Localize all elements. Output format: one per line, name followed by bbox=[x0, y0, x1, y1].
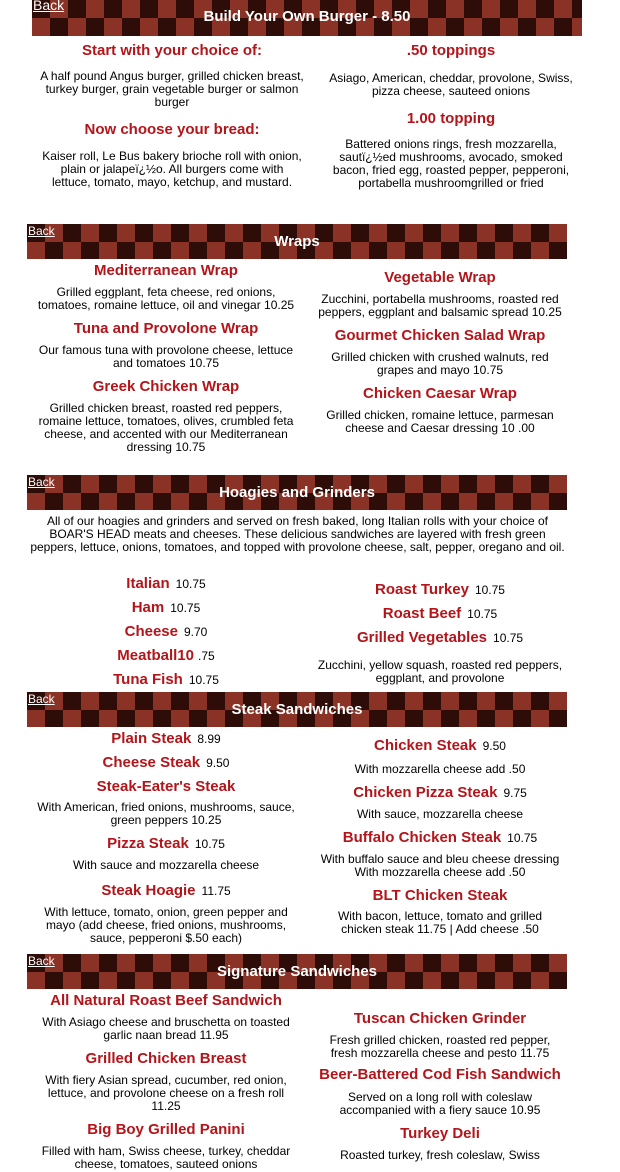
menu-item-name: Tuna and Provolone Wrap bbox=[73, 320, 259, 337]
steak-right bbox=[316, 737, 564, 936]
toppings-100-heading: 1.00 topping bbox=[406, 110, 496, 127]
menu-item-price: 9.50 bbox=[206, 756, 230, 770]
menu-item-desc: Grilled chicken with crushed walnuts, red grapes and mayo 10.75 bbox=[331, 350, 549, 377]
signature-banner bbox=[27, 954, 567, 989]
menu-item-name: Greek Chicken Wrap bbox=[92, 378, 240, 395]
menu-item-name: Chicken Pizza Steak bbox=[353, 784, 498, 801]
hoagies-left bbox=[36, 575, 296, 695]
hoagies-banner bbox=[27, 475, 567, 510]
menu-item-name: Cheese Steak bbox=[102, 754, 201, 771]
menu-item-price: 10.75 bbox=[194, 837, 225, 851]
menu-item-desc: With American, fried onions, mushrooms, sauce, green peppers 10.25 bbox=[37, 800, 295, 827]
menu-item-price: 10.75 bbox=[467, 607, 498, 621]
menu-item bbox=[36, 754, 296, 778]
menu-item-price: 9.75 bbox=[503, 786, 527, 800]
menu-item-name: Grilled Chicken Breast bbox=[85, 1050, 247, 1067]
menu-item-name: Tuna Fish bbox=[113, 671, 183, 688]
menu-item bbox=[316, 829, 564, 853]
burger-bread-heading: Now choose your bread: bbox=[84, 121, 260, 138]
back-link[interactable]: Back bbox=[28, 224, 55, 238]
menu-item-name: Meatball10 bbox=[117, 647, 194, 664]
menu-item-name: Mediterranean Wrap bbox=[94, 262, 238, 279]
burger-start-desc: A half pound Angus burger, grilled chicken breast, turkey burger, grain vegetable burger or salmon burger bbox=[40, 69, 304, 109]
menu-item-desc: With mozzarella cheese add .50 bbox=[354, 762, 526, 776]
section-title-hoagies: Hoagies and Grinders bbox=[219, 484, 375, 501]
menu-item bbox=[36, 882, 296, 906]
menu-item-price: 10.75 bbox=[507, 831, 538, 845]
back-link[interactable]: Back bbox=[28, 954, 55, 968]
menu-item bbox=[36, 599, 296, 623]
menu-item-name: Chicken Caesar Wrap bbox=[363, 385, 517, 402]
menu-item-desc: With fiery Asian spread, cucumber, red onion, lettuce, and provolone cheese on a fresh roll 11.25 bbox=[45, 1073, 287, 1113]
menu-item-name: BLT Chicken Steak bbox=[372, 887, 508, 904]
back-link[interactable]: Back bbox=[28, 692, 55, 706]
menu-item-desc: Zucchini, portabella mushrooms, roasted red peppers, eggplant and balsamic spread 10.25 bbox=[318, 292, 562, 319]
toppings-50-heading: .50 toppings bbox=[406, 42, 496, 59]
menu-item bbox=[316, 605, 564, 629]
menu-item-name: Grilled Vegetables bbox=[356, 629, 488, 646]
menu-item bbox=[36, 623, 296, 647]
back-link[interactable]: Back bbox=[28, 475, 55, 489]
menu-item bbox=[36, 575, 296, 599]
section-title-signature: Signature Sandwiches bbox=[216, 963, 378, 980]
menu-item bbox=[316, 581, 564, 605]
menu-item bbox=[316, 784, 564, 808]
menu-item-name: Vegetable Wrap bbox=[384, 269, 496, 286]
menu-item-desc: Grilled chicken, romaine lettuce, parmesan cheese and Caesar dressing 10 .00 bbox=[326, 408, 554, 435]
wraps-left bbox=[36, 262, 296, 454]
menu-item-name: Plain Steak bbox=[111, 730, 192, 747]
menu-item-name: Pizza Steak bbox=[107, 835, 189, 852]
wraps-right bbox=[316, 269, 564, 435]
menu-item bbox=[36, 835, 296, 859]
menu-item-name: Italian bbox=[126, 575, 170, 592]
toppings-50-desc: Asiago, American, cheddar, provolone, Swiss, pizza cheese, sauteed onions bbox=[329, 71, 573, 98]
menu-item-price: 8.99 bbox=[197, 732, 221, 746]
menu-item-name: Roast Beef bbox=[382, 605, 462, 622]
menu-item-price: 10.75 bbox=[474, 583, 505, 597]
section-title-wraps: Wraps bbox=[274, 233, 320, 250]
menu-item-desc: Grilled chicken breast, roasted red peppers, romaine lettuce, tomatoes, olives, crumbled feta cheese, and accented with our Mediterranean dressing 10.75 bbox=[38, 401, 294, 454]
menu-item-desc: With sauce, mozzarella cheese bbox=[356, 807, 524, 821]
menu-item-name: Steak Hoagie bbox=[101, 882, 196, 899]
steak-left bbox=[36, 730, 296, 945]
burger-right bbox=[328, 42, 574, 190]
menu-item-desc: With Asiago cheese and bruschetta on toasted garlic naan bread 11.95 bbox=[42, 1015, 290, 1042]
menu-item-desc: Fresh grilled chicken, roasted red pepper, fresh mozzarella cheese and pesto 11.75 bbox=[329, 1033, 551, 1060]
menu-item-name: Tuscan Chicken Grinder bbox=[353, 1010, 527, 1027]
menu-item bbox=[316, 629, 564, 653]
menu-item-desc: Served on a long roll with coleslaw accompanied with a fiery sauce 10.95 bbox=[339, 1090, 541, 1117]
burger-bread-desc: Kaiser roll, Le Bus bakery brioche roll with onion, plain or jalapeï¿½o. All burgers come with lettuce, tomato, mayo, ketchup, and mustard. bbox=[42, 149, 302, 189]
hoagies-right bbox=[316, 581, 564, 685]
menu-item-name: Steak-Eater's Steak bbox=[96, 778, 236, 795]
menu-item-desc: With lettuce, tomato, onion, green pepper and mayo (add cheese, fried onions, mushrooms, sauce, pepperoni $.50 each) bbox=[44, 905, 288, 945]
menu-item-desc: Filled with ham, Swiss cheese, turkey, cheddar cheese, tomatoes, sauteed onions bbox=[41, 1144, 291, 1171]
menu-item bbox=[36, 730, 296, 754]
menu-item-price: 10.75 bbox=[175, 577, 206, 591]
menu-item-desc: Zucchini, yellow squash, roasted red peppers, eggplant, and provolone bbox=[317, 658, 563, 685]
menu-item-price: 9.70 bbox=[184, 625, 208, 639]
menu-item-name: All Natural Roast Beef Sandwich bbox=[50, 992, 282, 1009]
menu-item-name: Big Boy Grilled Panini bbox=[87, 1121, 245, 1138]
menu-item-desc: With sauce and mozzarella cheese bbox=[72, 858, 260, 872]
menu-item-desc: Our famous tuna with provolone cheese, lettuce and tomatoes 10.75 bbox=[38, 343, 294, 370]
section-title-burger: Build Your Own Burger - 8.50 bbox=[203, 8, 411, 25]
menu-item-name: Gourmet Chicken Salad Wrap bbox=[334, 327, 546, 344]
menu-item-price: 10.75 bbox=[170, 601, 201, 615]
menu-item-price: 10.75 bbox=[493, 631, 524, 645]
menu-item-desc: With buffalo sauce and bleu cheese dressing With mozzarella cheese add .50 bbox=[320, 852, 560, 879]
menu-item-desc: Grilled eggplant, feta cheese, red onions, tomatoes, romaine lettuce, oil and vinegar 10.25 bbox=[37, 285, 295, 312]
burger-left bbox=[40, 42, 304, 189]
section-title-steak: Steak Sandwiches bbox=[231, 701, 363, 718]
menu-item-price: 10.75 bbox=[188, 673, 219, 687]
signature-left bbox=[36, 992, 296, 1171]
signature-right bbox=[316, 1010, 564, 1162]
steak-banner bbox=[27, 692, 567, 727]
menu-item-price: .75 bbox=[198, 649, 215, 663]
burger-start-heading: Start with your choice of: bbox=[81, 42, 262, 59]
toppings-100-desc: Battered onions rings, fresh mozzarella, sautï¿½ed mushrooms, avocado, smoked bacon, fried egg, roasted pepper, pepperoni, portabella mushroomgrilled or fried bbox=[332, 137, 570, 190]
menu-item bbox=[316, 737, 564, 761]
menu-item-name: Roast Turkey bbox=[375, 581, 469, 598]
menu-item-name: Cheese bbox=[124, 623, 178, 640]
menu-item-desc: Roasted turkey, fresh coleslaw, Swiss bbox=[340, 1148, 540, 1162]
menu-item bbox=[36, 647, 296, 671]
menu-item-price: 9.50 bbox=[482, 739, 506, 753]
menu-item-name: Beer-Battered Cod Fish Sandwich bbox=[319, 1066, 561, 1083]
hoagies-intro: All of our hoagies and grinders and served on fresh baked, long Italian rolls with your choice of BOAR'S HEAD meats and cheeses. These delicious sandwiches are layered with fresh green peppers, lettuce, onions, tomatoes, and topped with provolone cheese, salt, pepper, oregano and oil. bbox=[30, 514, 565, 554]
menu-item-name: Turkey Deli bbox=[400, 1125, 480, 1142]
wraps-banner bbox=[27, 224, 567, 259]
back-link[interactable]: Back bbox=[33, 0, 65, 13]
menu-item-name: Buffalo Chicken Steak bbox=[342, 829, 502, 846]
menu-item-name: Ham bbox=[131, 599, 165, 616]
menu-item-name: Chicken Steak bbox=[374, 737, 477, 754]
menu-item-desc: With bacon, lettuce, tomato and grilled chicken steak 11.75 | Add cheese .50 bbox=[337, 909, 543, 936]
burger-banner bbox=[32, 0, 582, 36]
menu-item-price: 11.75 bbox=[201, 884, 231, 898]
